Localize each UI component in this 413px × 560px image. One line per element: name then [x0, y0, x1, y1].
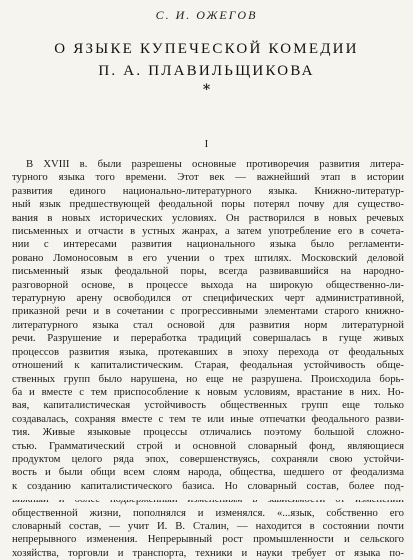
body-text-line: общественной жизни, пополнялся и изменялся. «...язык, собственно его	[12, 506, 404, 519]
body-text-line: вость и были общи всем слоям народа, общества, шедшего от феодализма	[12, 466, 404, 479]
body-text-line: турного языка того времени. Этот век — важнейший этап в истории	[12, 171, 404, 184]
author-name: С. И. ОЖЕГОВ	[155, 8, 258, 22]
body-text-line: ровано Ломоносовым в его учении о трех штилях. Московский деловой	[12, 251, 404, 264]
body-text-line: литературного языка стал основой для развития норм литературной	[12, 318, 404, 331]
article-title	[0, 38, 413, 82]
title-line-1: О ЯЗЫКЕ КУПЕЧЕСКОЙ КОМЕДИИ	[54, 41, 359, 57]
body-text-line: В XVIII в. были разрешены основные противоречия развития литера-	[26, 158, 404, 170]
body-text-line: непрерывного изменения. Непрерывный рост промышленности и сельского	[12, 533, 404, 546]
body-text-line: отношений к капиталистическим. Старая, феодальная устойчивость обще-	[12, 359, 404, 372]
body-text-line: процессов развития языка, протекавших в эпоху перехода от феодальных	[12, 345, 404, 358]
body-text-line: продуктом целого ряда эпох, совершенствуясь, сохраняли свою устойчи-	[12, 452, 404, 465]
body-text-line: ба и вместе с тем приспособление к новым условиям, врастание в них. Но-	[12, 385, 404, 398]
body-text-line: к созданию капиталистического базиса. Но словарный состав, более под-	[12, 479, 404, 492]
body-text-line: стью. Грамматический строй и основной словарный фонд, являющиеся	[12, 439, 404, 452]
section-number: I	[204, 138, 209, 150]
body-text-line: словарный состав, — учит И. В. Сталин, — находится в состоянии почти	[12, 519, 404, 532]
body-text-line: речи. Разрушение и переработка традиций совершалась в гуще живых	[12, 332, 404, 345]
body-text-line: ственных групп было нарушена, но еще не разрушена. Происходила борь-	[12, 372, 404, 385]
body-text-line: вания в новых исторических условиях. Он растворился в новых речевых	[12, 211, 404, 224]
body-text-line: хозяйства, торговли и транспорта, техники и науки требует от языка по-	[12, 546, 404, 559]
body-text-line: приказной речи и в сочетании с прогрессивными элементами старого книжно-	[12, 305, 404, 318]
page-edge	[0, 494, 413, 500]
body-text-line: ный язык предшествующей феодальной поры потерял почву для существо-	[12, 198, 404, 211]
asterisk-mark: *	[202, 82, 211, 98]
body-text-line: разговорной основе, в процессе выхода на широкую общественно-ли-	[12, 278, 404, 291]
body-text-line: вая, капиталистическая устойчивость общественных групп еще только	[12, 399, 404, 412]
body-text-line: создавалась, сохраняя вместе с тем те или иные отпечатки феодального разви-	[12, 412, 404, 425]
body-text-line: нии с интересами развития национального языка было регламенти-	[12, 238, 404, 251]
body-text-line: тературную арену освободился от специфических черт административной,	[12, 292, 404, 305]
body-text-line: тия. Живые языковые процессы отличались поэтому большой сложно-	[12, 426, 404, 439]
body-text-line: письменный язык феодальной поры, всегда развивавшийся на народно-	[12, 265, 404, 278]
body-text-line: письменных и отчасти в устных жанрах, а затем употребление его в сочета-	[12, 225, 404, 238]
body-text-line: развития единого национально-литературного языка. Книжно-литератур-	[12, 184, 404, 197]
title-line-2: П. А. ПЛАВИЛЬЩИКОВА	[98, 63, 315, 79]
